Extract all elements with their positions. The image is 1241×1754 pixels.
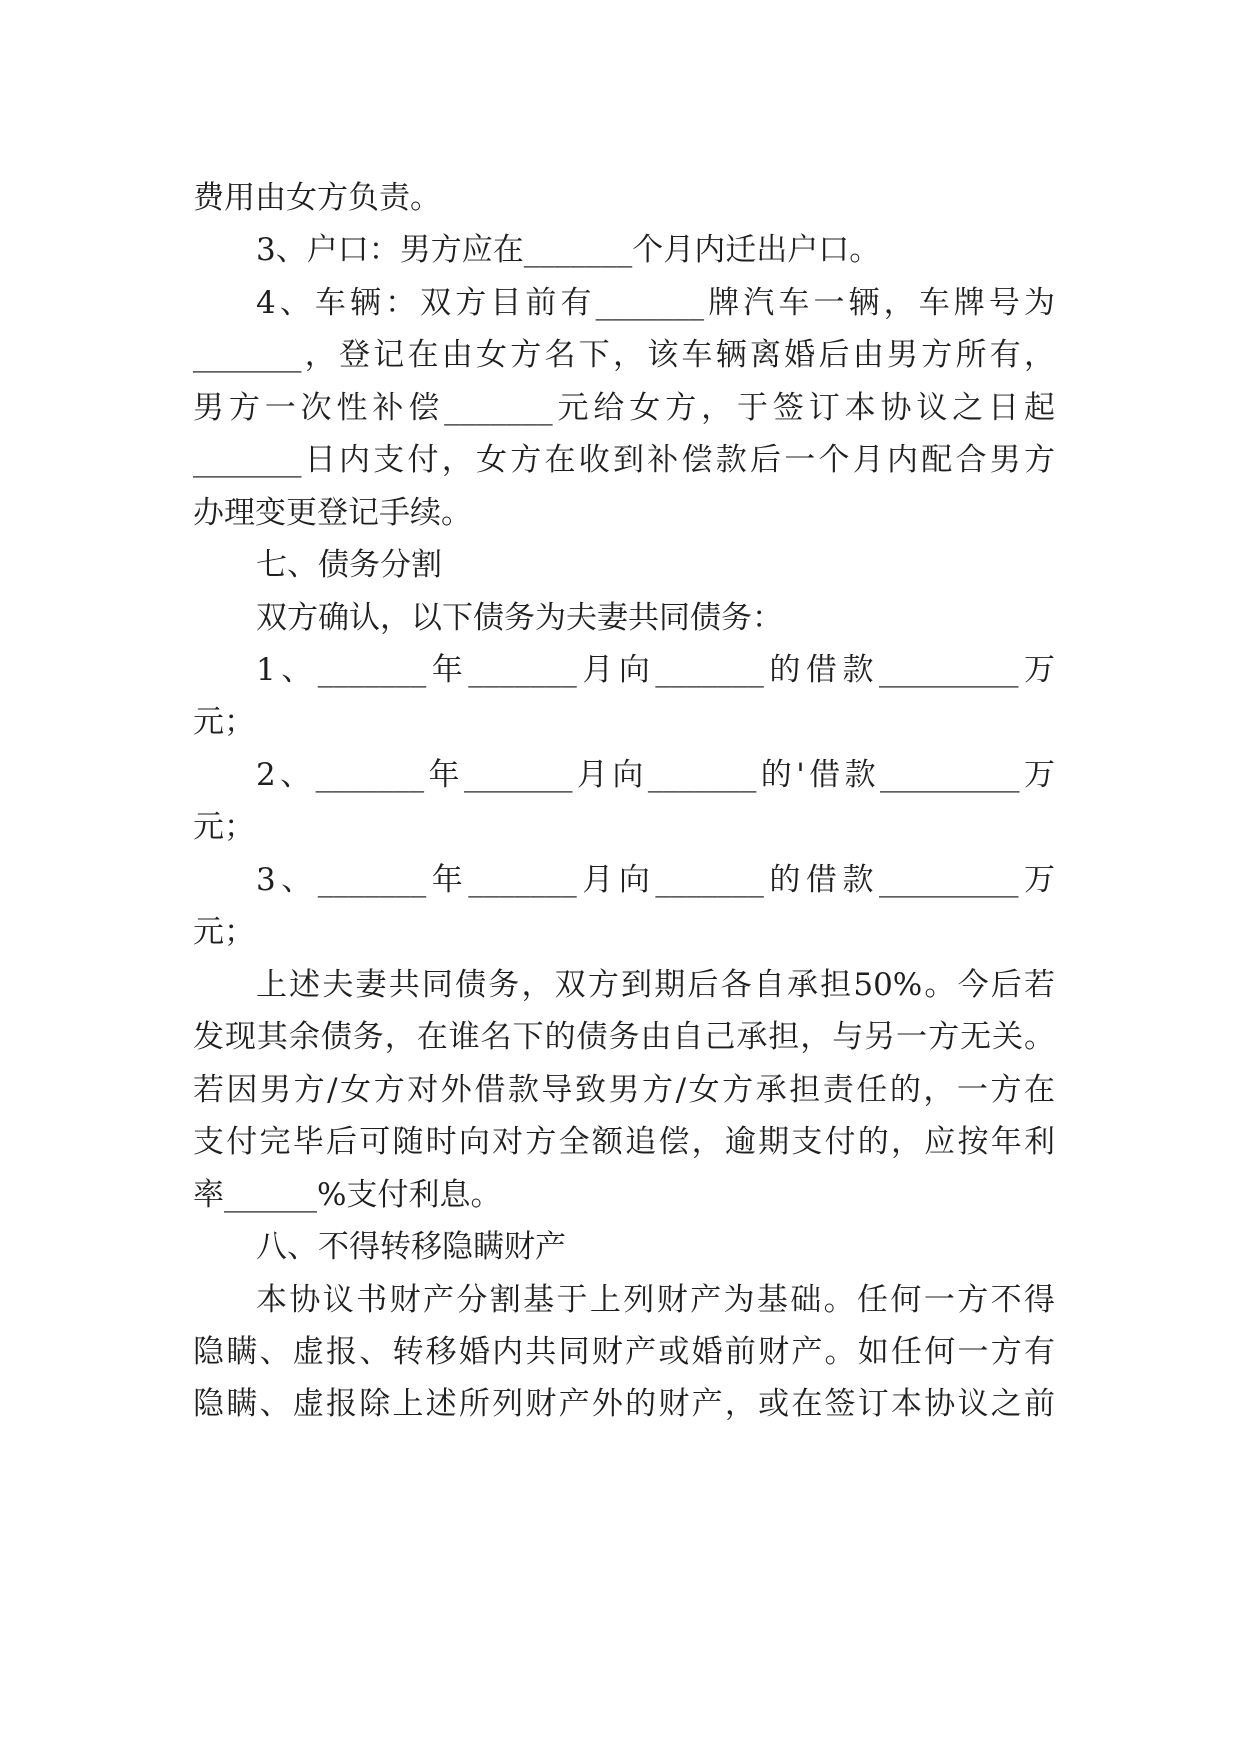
- paragraph-line: _______，登记在由女方名下，该车辆离婚后由男方所有，: [193, 337, 1055, 373]
- paragraph-line: 4、车辆：双方目前有_______牌汽车一辆，车牌号为: [256, 285, 1055, 321]
- paragraph-line: 若因男方/女方对外借款导致男方/女方承担责任的，一方在: [193, 1072, 1055, 1108]
- list-item-line: 2、_______年_______月向_______的'借款_________万: [256, 757, 1055, 793]
- paragraph-line: 双方确认，以下债务为夫妻共同债务：: [256, 600, 783, 636]
- paragraph-line: _______日内支付，女方在收到补偿款后一个月内配合男方: [193, 442, 1055, 478]
- paragraph-line: 发现其余债务，在谁名下的债务由自己承担，与另一方无关。: [193, 1019, 1055, 1055]
- list-item-line: 元；: [193, 704, 255, 740]
- paragraph-line: 上述夫妻共同债务，双方到期后各自承担50%。今后若: [256, 967, 1055, 1003]
- list-item-line: 元；: [193, 809, 255, 845]
- paragraph-line: 隐瞒、虚报、转移婚内共同财产或婚前财产。如任何一方有: [193, 1334, 1055, 1370]
- paragraph-line: 男方一次性补偿_______元给女方，于签订本协议之日起: [193, 390, 1055, 426]
- paragraph-line: 隐瞒、虚报除上述所列财产外的财产，或在签订本协议之前: [193, 1386, 1055, 1422]
- paragraph-line: 支付完毕后可随时向对方全额追偿，逾期支付的，应按年利: [193, 1124, 1055, 1160]
- section-heading: 八、不得转移隐瞒财产: [256, 1229, 566, 1265]
- paragraph-line: 3、户口：男方应在_______个月内迁出户口。: [256, 232, 881, 268]
- list-item-line: 元；: [193, 914, 255, 950]
- paragraph-line: 率______%支付利息。: [193, 1177, 502, 1213]
- section-heading: 七、债务分割: [256, 547, 442, 583]
- list-item-line: 3、_______年_______月向_______的借款_________万: [256, 862, 1055, 898]
- paragraph-line: 本协议书财产分割基于上列财产为基础。任何一方不得: [256, 1282, 1055, 1318]
- paragraph-line: 费用由女方负责。: [193, 180, 441, 216]
- list-item-line: 1、_______年_______月向_______的借款_________万: [256, 652, 1055, 688]
- paragraph-line: 办理变更登记手续。: [193, 495, 472, 531]
